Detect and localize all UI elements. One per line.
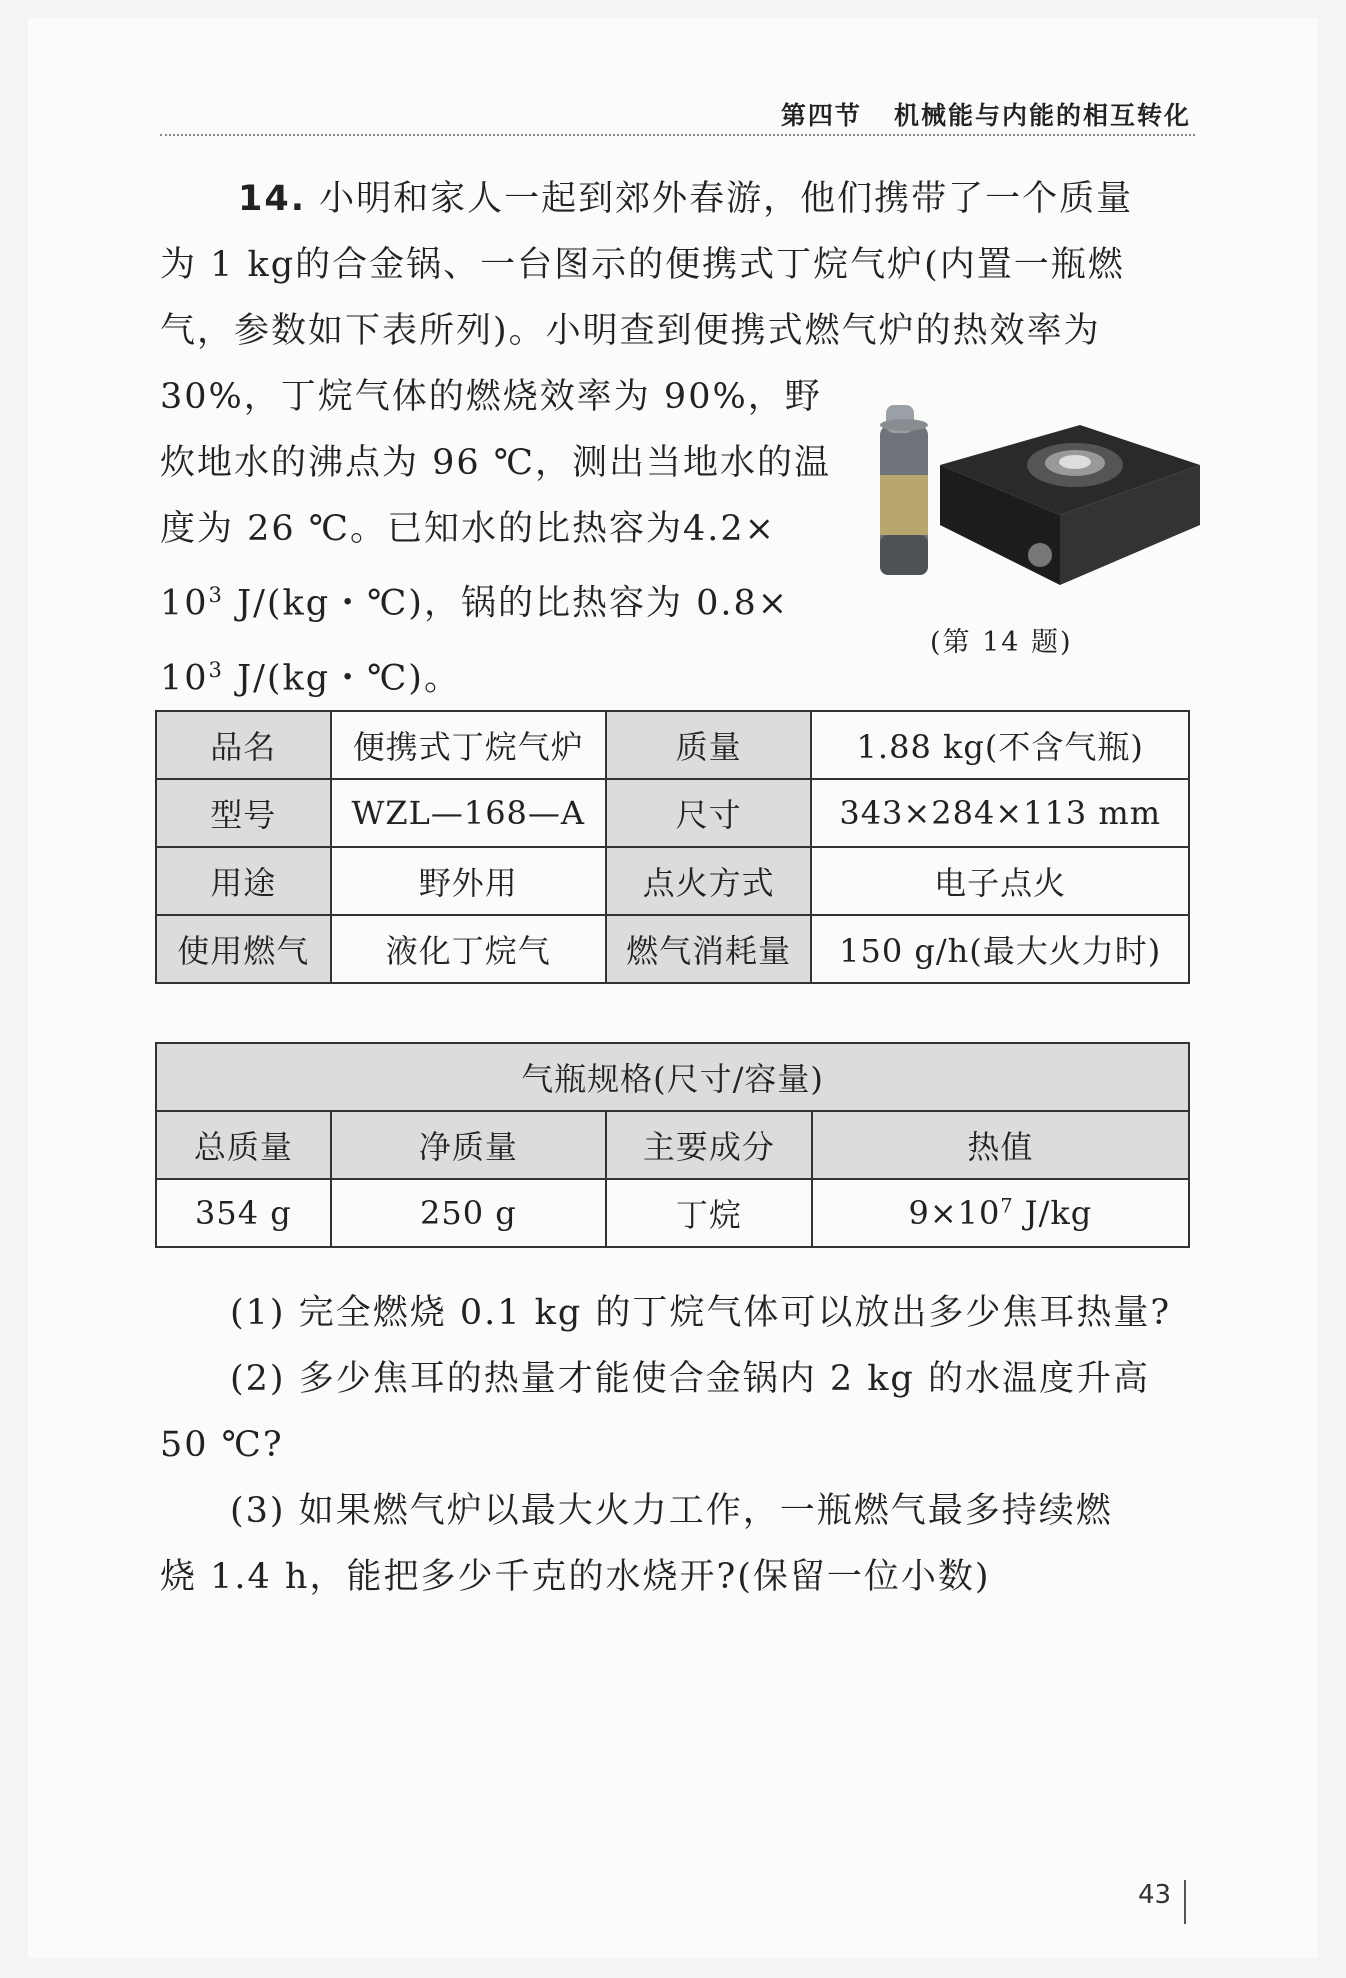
table-header: 总质量 xyxy=(156,1111,331,1179)
table-title: 气瓶规格(尺寸/容量) xyxy=(156,1043,1189,1111)
table-cell: 燃气消耗量 xyxy=(606,915,811,983)
table-header: 热值 xyxy=(812,1111,1189,1179)
table-row xyxy=(156,915,1189,983)
question-line-6: 度为 26 ℃。已知水的比热容为4.2× xyxy=(160,509,776,549)
question-line-5: 炊地水的沸点为 96 ℃，测出当地水的温 xyxy=(160,443,831,483)
section-label: 第四节 xyxy=(780,101,862,130)
question-stem xyxy=(160,166,1195,364)
table-cell: WZL—168—A xyxy=(331,779,606,847)
table-cell: 343×284×113 mm xyxy=(811,779,1189,847)
running-header xyxy=(160,96,1195,136)
page-number: 43 xyxy=(1138,1880,1172,1910)
question-line-3: 气，参数如下表所列)。小明查到便携式燃气炉的热效率为 xyxy=(160,311,1101,351)
table-cell: 便携式丁烷气炉 xyxy=(331,711,606,779)
section-title: 机械能与内能的相互转化 xyxy=(893,101,1191,130)
table-row xyxy=(156,1179,1189,1247)
sub-question-3-cont: 烧 1.4 h，能把多少千克的水烧开?(保留一位小数) xyxy=(160,1557,991,1597)
table-cell: 型号 xyxy=(156,779,331,847)
table-header: 净质量 xyxy=(331,1111,606,1179)
question-stem-narrow xyxy=(160,364,840,711)
table-cell: 250 g xyxy=(331,1179,606,1247)
table-cell: 液化丁烷气 xyxy=(331,915,606,983)
table-cell: 丁烷 xyxy=(606,1179,812,1247)
question-line-8: $10^3$ J/(kg・℃)。 xyxy=(160,657,461,699)
table-cell: 质量 xyxy=(606,711,811,779)
question-line-4: 30%，丁烷气体的燃烧效率为 90%，野 xyxy=(160,377,822,417)
sub-question-3: (3) 如果燃气炉以最大火力工作，一瓶燃气最多持续燃 xyxy=(230,1491,1113,1531)
stove-figure xyxy=(870,405,1200,605)
sub-questions xyxy=(160,1280,1195,1610)
question-number: 14. xyxy=(238,179,307,219)
table-cell: $9\times 10^7$ J/kg xyxy=(812,1179,1189,1247)
table-header-row xyxy=(156,1111,1189,1179)
question-line-2: 为 1 kg的合金锅、一台图示的便携式丁烷气炉(内置一瓶燃 xyxy=(160,245,1125,285)
table-title-row xyxy=(156,1043,1189,1111)
table-cell: 用途 xyxy=(156,847,331,915)
question-line-1: 14. 小明和家人一起到郊外春游，他们携带了一个质量 xyxy=(238,179,1134,219)
table-cell: 品名 xyxy=(156,711,331,779)
stove-icon xyxy=(940,425,1200,585)
table-row xyxy=(156,847,1189,915)
table-cell: 使用燃气 xyxy=(156,915,331,983)
table-cell: 点火方式 xyxy=(606,847,811,915)
table-cell: 野外用 xyxy=(331,847,606,915)
table-cell: 电子点火 xyxy=(811,847,1189,915)
question-line-7: $10^3$ J/(kg・℃)，锅的比热容为 0.8× xyxy=(160,583,790,624)
stove-illustration xyxy=(870,405,1200,605)
table-cell: 354 g xyxy=(156,1179,331,1247)
sub-question-2: (2) 多少焦耳的热量才能使合金锅内 2 kg 的水温度升高 xyxy=(230,1359,1150,1399)
table-cell: 150 g/h(最大火力时) xyxy=(811,915,1189,983)
table-cell: 1.88 kg(不含气瓶) xyxy=(811,711,1189,779)
gas-can-icon xyxy=(880,405,928,575)
sub-question-2-cont: 50 ℃? xyxy=(160,1425,284,1465)
gas-can-spec-table xyxy=(155,1042,1190,1248)
figure-caption: (第 14 题) xyxy=(930,627,1073,658)
header-text xyxy=(781,96,1191,132)
table-cell: 尺寸 xyxy=(606,779,811,847)
stove-spec-table xyxy=(155,710,1190,984)
table-row xyxy=(156,711,1189,779)
table-row xyxy=(156,779,1189,847)
sub-question-1: (1) 完全燃烧 0.1 kg 的丁烷气体可以放出多少焦耳热量? xyxy=(230,1293,1172,1333)
page-number-bar xyxy=(1184,1880,1186,1924)
table-header: 主要成分 xyxy=(606,1111,812,1179)
